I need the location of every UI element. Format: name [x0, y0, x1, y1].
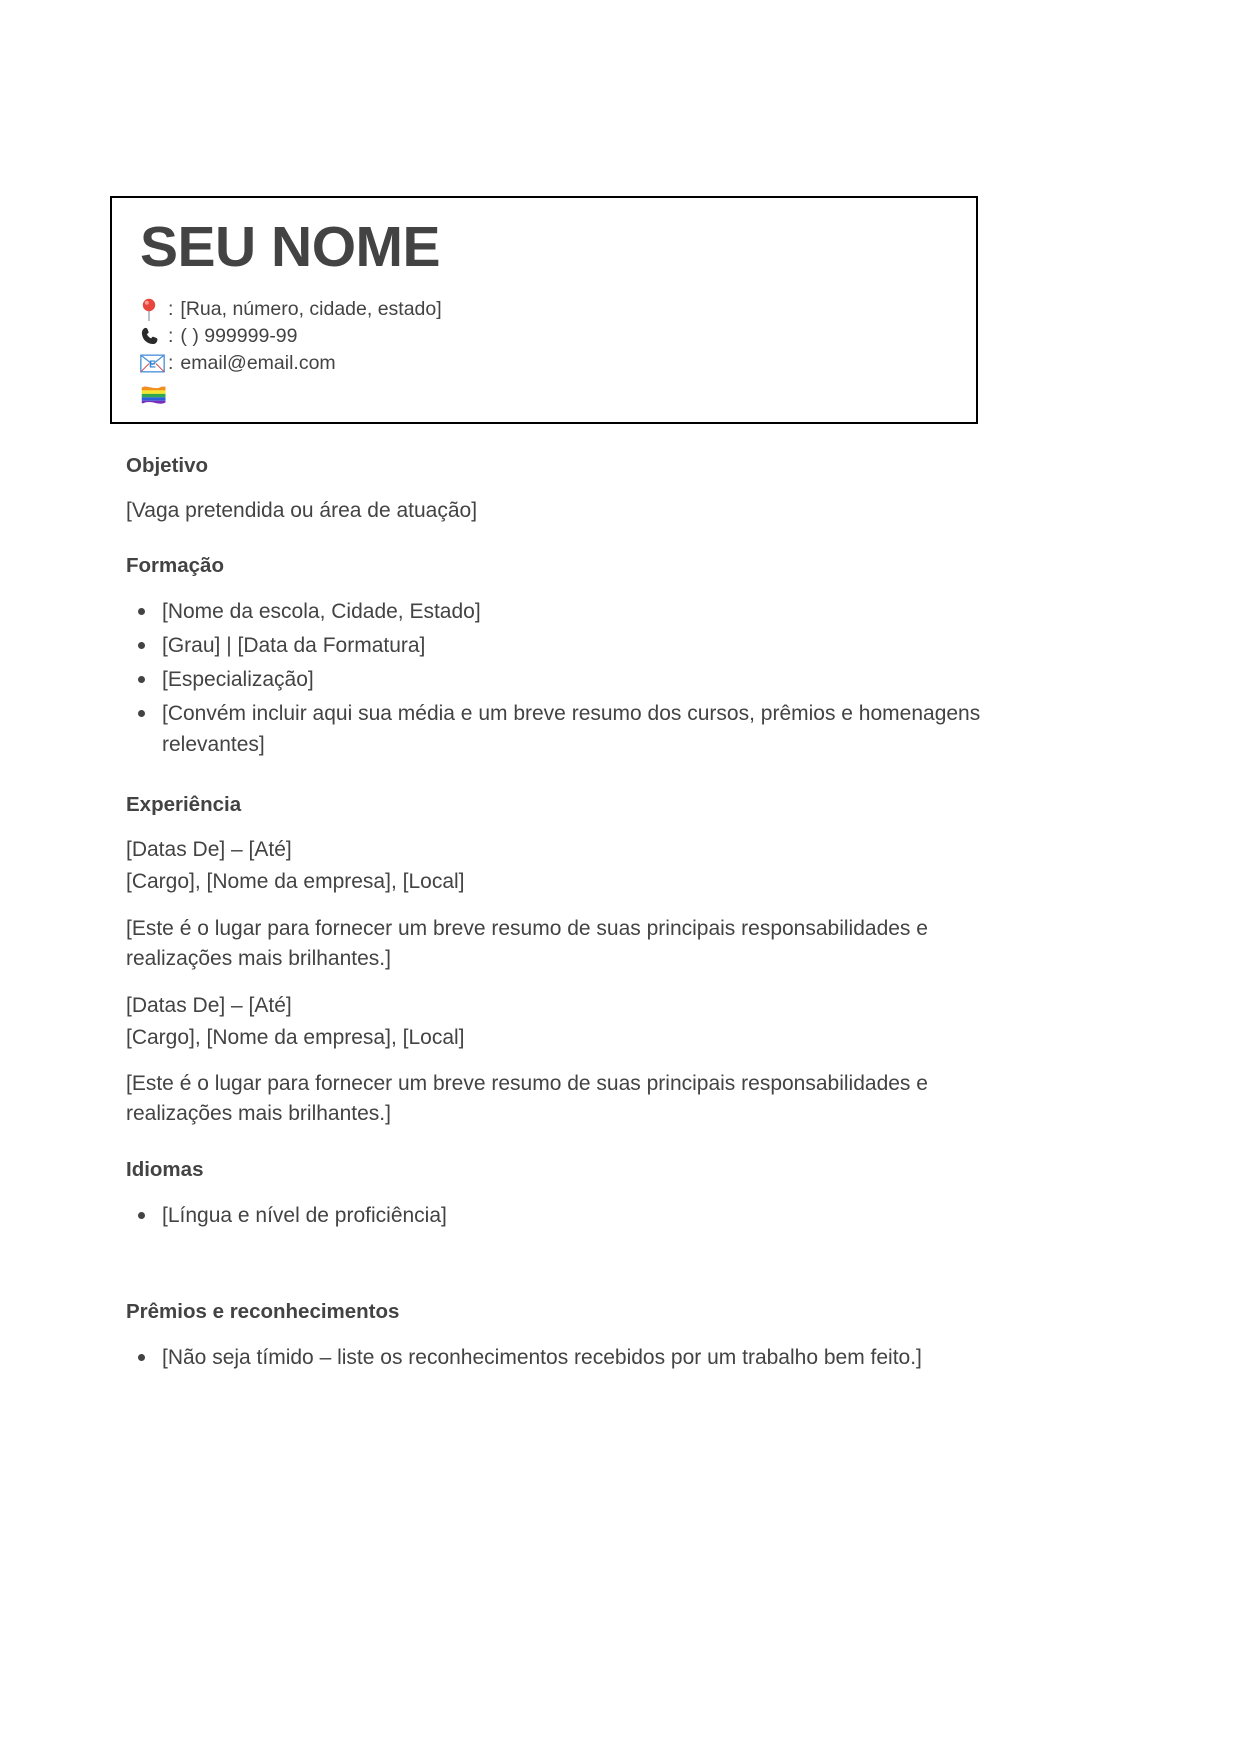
resume-body — [126, 452, 998, 1376]
contact-row-phone — [140, 323, 940, 350]
experience-role: [Cargo], [Nome da empresa], [Local] — [126, 1025, 465, 1049]
header-box — [110, 196, 978, 424]
experience-role: [Cargo], [Nome da empresa], [Local] — [126, 870, 465, 894]
telephone-icon — [140, 326, 168, 347]
contact-row-flag — [140, 379, 940, 411]
contact-separator-phone: : — [168, 325, 174, 347]
experience-dates: [Datas De] – [Até] — [126, 993, 292, 1017]
section-idiomas — [126, 1156, 998, 1231]
location-pin-icon — [140, 298, 168, 322]
contact-separator-email: : — [168, 352, 174, 374]
list-item: [Especialização] — [162, 664, 998, 695]
list-item: [Língua e nível de proficiência] — [162, 1200, 998, 1231]
section-premios — [126, 1298, 998, 1373]
section-title-formacao: Formação — [126, 554, 224, 578]
list-item: [Não seja tímido – liste os reconhecimentos recebidos por um trabalho bem feito.] — [162, 1342, 998, 1373]
contact-value-email: email@email.com — [180, 352, 336, 374]
contact-row-address — [140, 296, 940, 323]
page-title: SEU NOME — [140, 215, 441, 279]
list-item: [Grau] | [Data da Formatura] — [162, 630, 998, 661]
svg-text:E: E — [149, 359, 156, 371]
premios-list — [126, 1342, 998, 1373]
objetivo-text: [Vaga pretendida ou área de atuação] — [126, 498, 478, 522]
section-objetivo — [126, 452, 998, 525]
experience-summary: [Este é o lugar para fornecer um breve resumo de suas principais responsabilidades e realizações mais brilhantes.] — [126, 1072, 928, 1126]
section-title-premios: Prêmios e reconhecimentos — [126, 1299, 400, 1323]
contact-value-address: [Rua, número, cidade, estado] — [180, 298, 442, 320]
section-formacao — [126, 552, 998, 760]
contact-separator-address: : — [168, 298, 174, 320]
idiomas-list — [126, 1200, 998, 1231]
section-title-experiencia: Experiência — [126, 792, 242, 816]
experience-summary: [Este é o lugar para fornecer um breve resumo de suas principais responsabilidades e realizações mais brilhantes.] — [126, 917, 928, 970]
list-item: [Nome da escola, Cidade, Estado] — [162, 596, 998, 627]
contact-value-phone: ( ) 999999-99 — [180, 325, 298, 347]
experience-dates: [Datas De] – [Até] — [126, 838, 292, 862]
experience-entry-2 — [126, 990, 998, 1129]
section-title-idiomas: Idiomas — [126, 1158, 204, 1182]
email-envelope-icon — [140, 354, 168, 373]
experience-entry-1 — [126, 834, 998, 973]
contact-row-email — [140, 350, 940, 377]
rainbow-flag-icon — [140, 381, 168, 409]
list-item: [Convém incluir aqui sua média e um breve resumo dos cursos, prêmios e homenagens relevantes] — [162, 698, 998, 760]
section-title-objetivo: Objetivo — [126, 454, 209, 477]
formacao-list — [126, 596, 998, 760]
section-experiencia — [126, 791, 998, 1130]
contact-list — [140, 296, 940, 411]
